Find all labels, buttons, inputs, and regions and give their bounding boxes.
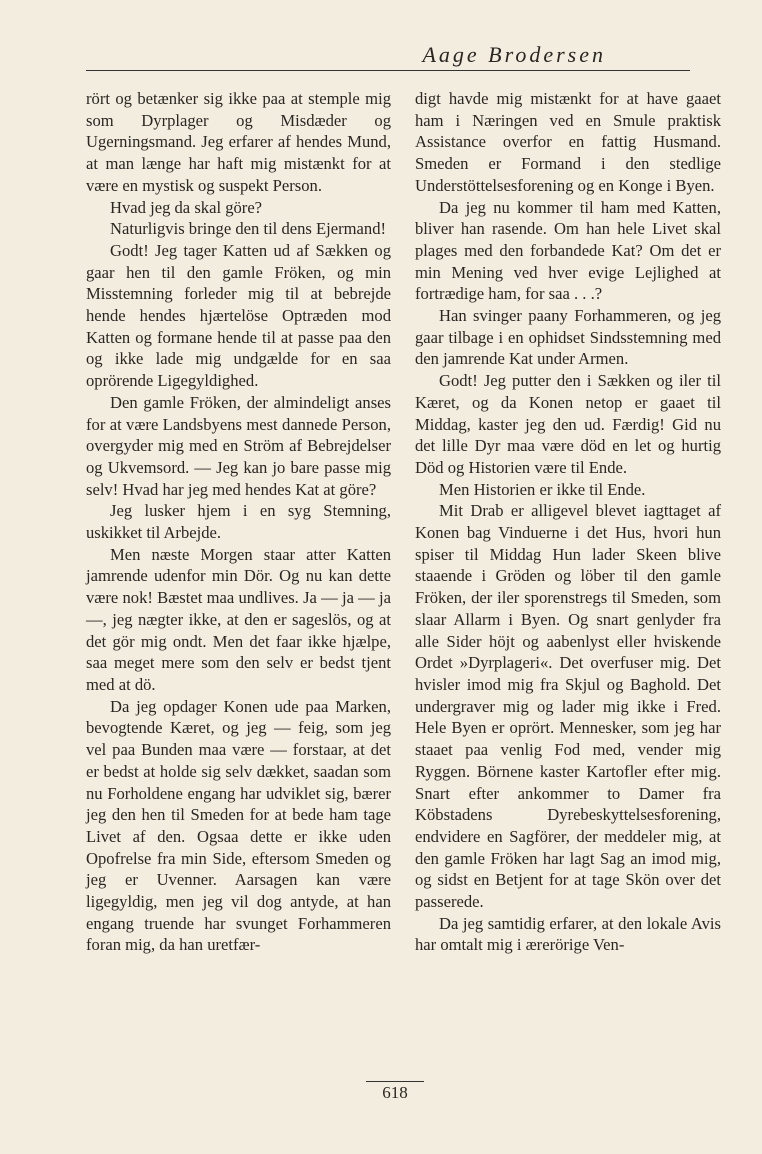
paragraph: rört og betænker sig ikke paa at stemple mig som Dyrplager og Misdæder og Ugerningsmand. Jeg erfarer af hendes Mund, at man længe har haft mig mistænkt for at være en mystisk og suspekt Person. <box>86 89 391 195</box>
running-title: Aage Brodersen <box>422 42 606 67</box>
paragraph: Godt! Jeg tager Katten ud af Sækken og gaar hen til den gamle Fröken, og min Misstemning forleder mig til at bebrejde hende hendes hjærtelöse Optræden mod Katten og formane hende til at passe paa den og ikke lade mig undgælde for en saa oprörende Ligegyldighed. <box>86 240 391 391</box>
paragraph: Den gamle Fröken, der almindeligt anses for at være Landsbyens mest dannede Person, overgyder mig med en Ström af Bebrejdelser og Ukvemsord. — Jeg kan jo bare passe mig selv! Hvad har jeg med hendes Kat at göre? <box>86 392 391 499</box>
paragraph: Da jeg nu kommer til ham med Katten, bliver han rasende. Om han hele Livet skal plages med den forbandede Kat? Om det er min Mening ved hver evige Lejlighed at fortrædige ham, for saa . . .? <box>415 197 721 304</box>
paragraph: Men næste Morgen staar atter Katten jamrende udenfor min Dör. Og nu kan dette være nok! Bæstet maa undlives. Ja — ja — ja —, jeg nægter ikke, at den er sageslös, og at det gör mig ondt. Men det faar ikke hjælpe, saa meget mere som den selv er bedst tjent med at dö. <box>86 544 391 694</box>
paragraph: Hvad jeg da skal göre? <box>110 197 263 217</box>
footer-rule <box>366 1081 424 1082</box>
page-number: 618 <box>382 1083 408 1102</box>
header-rule <box>86 70 690 71</box>
paragraph: Da jeg samtidig erfarer, at den lokale Avis har omtalt mig i ærerörige Ven- <box>415 913 721 955</box>
running-header <box>86 42 688 68</box>
paragraph: Men Historien er ikke til Ende. <box>439 479 646 499</box>
paragraph: Han svinger paany Forhammeren, og jeg gaar tilbage i en ophidset Sindsstemning med den jamrende Kat under Armen. <box>415 306 721 369</box>
paragraph: Naturligvis bringe den til dens Ejermand! <box>110 219 387 239</box>
right-column <box>415 88 721 956</box>
paragraph: Jeg lusker hjem i en syg Stemning, uskikket til Arbejde. <box>86 501 391 543</box>
paragraph: Da jeg opdager Konen ude paa Marken, bevogtende Kæret, og jeg — feig, som jeg vel paa Bunden maa være — forstaar, at det er bedst at holde sig selv dækket, saadan som nu Forholdene engang har udviklet sig, bærer jeg den hen til Smeden for at bede ham tage Livet af den. Ogsaa dette er ikke uden Opofrelse fra min Side, eftersom Smeden og jeg er Uvenner. Aarsagen kan være ligegyldig, men jeg vil dog antyde, at han engang truende har svunget Forhammeren foran mig, da han uretfær- <box>86 696 391 955</box>
paragraph: digt havde mig mistænkt for at have gaaet ham i Næringen ved en Smule praktisk Assistance overfor en fattig Husmand. Smeden er Formand i den stedlige Understöttelsesforening og en Konge i Byen. <box>415 89 721 195</box>
paragraph: Godt! Jeg putter den i Sækken og iler til Kæret, og da Konen netop er gaaet til Middag, kaster jeg den ud. Færdig! Gid nu det lille Dyr maa være död en let og hurtig Död og Historien være til Ende. <box>415 371 721 477</box>
paragraph: Mit Drab er alligevel blevet iagttaget af Konen bag Vinduerne i det Hus, hvori hun spiser til Middag Hun lader Skeen blive staaende i Gröden og löber til den gamle Fröken, der iler sporenstregs til Smeden, som slaar Allarm i Byen. Og snart genlyder fra alle Sider höjt og aabenlyst eller hviskende Ordet »Dyrplageri«. Det overfuser mig. Det hvisler imod mig fra Skjul og Baghold. Det undergraver mig og lader mig ikke i Fred. Hele Byen er oprört. Mennesker, som jeg har staaet paa venlig Fod med, vender mig Ryggen. Börnene kaster Kartofler efter mig. Snart efter ankommer to Damer fra Köbstadens Dyrebeskyttelsesforening, endvidere en Sagförer, der meddeler mig, at den gamle Fröken har lagt Sag an imod mig, og sidst en Betjent for at tage Skön over det passerede. <box>415 501 721 912</box>
left-column <box>86 88 391 956</box>
